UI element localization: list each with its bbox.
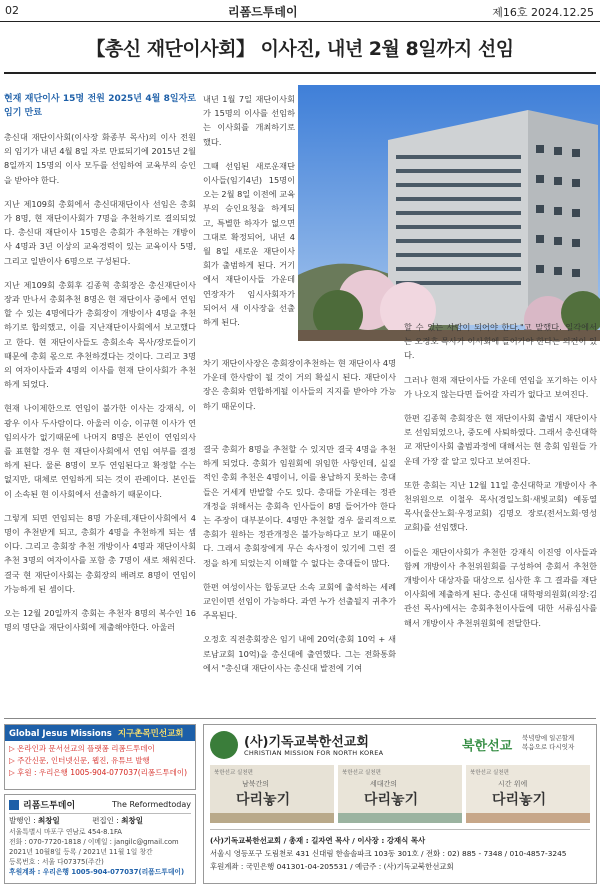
issue-info: 제16호 2024.12.25 [492, 6, 594, 19]
book-pre: 세대간의 [370, 780, 398, 788]
cmnk-footer [210, 834, 594, 873]
paragraph: 한편 김종혁 총회장은 현 재단이사회 출범시 재단이사로 선임되었으나, 중도에 사퇴하였다. 그래서 총신대학교 재단이사회 출범과정에 대해서는 현 총회 임원들 가운데 가장 잘 알고 있다고 보여진다. [404, 413, 597, 466]
paragraph: 내년 1월 7일 재단이사회가 15명의 이사를 선임하는 이사회를 개최하기로 했다. [203, 94, 295, 147]
paragraph: 결국 총회가 8명을 추천할 수 있지만 결국 4명을 추천하게 되었다. 총회가 임원회에 위임한 사항인데, 실질적인 총회 추천은 4명이니, 이를 용납하지 못하는 총대들은 거세게 반발할 수도 있다. 총대들 가운데는 정관개정을 위해서는 총회측 인사들이 8명 들어가야 한다는 주장이 대부분이다. 4명만 추천할 경우 물리적으로 총회가 원하는 정관개정은 불가능하다고 보기 때문이다. 그래서 총회장에게 무슨 속사정이 있기에 그런 결정을 하게 되었는지 이해할 수 없다는 총대들이 많다. [203, 444, 396, 568]
paragraph: 또한 총회는 지난 12월 11일 총신대학교 개방이사 추천위원으로 이철우 목사(경일노회·새빛교회) 예동열 목사(울산노회·우정교회) 김명오 장로(전서노회·영성교회)를 선임했다. [404, 479, 597, 533]
masthead-line: 서울특별시 마포구 연남로 454-8.1FA [9, 828, 122, 836]
book-tag: 북한선교 실천편 [470, 770, 509, 776]
paragraph: 지난 제109회 총회후 김종혁 총회장은 총신재단이사장과 만나서 총회추천 8명은 현 재단이사 중에서 연임할 수 있는 4명에다가 총회장이 개방이사 4명을 추천하기로 합의했고, 이를 지난재단이사회에서 보고했다고 한다. 현 재단이사들도 총회소속 목사/장로들이기 때문에 총회 몫으로 추천하겠다는 것이다. 그리고 3명의 여자이사들과 4명의 이사를 현재 단이사회가 추천하게 되었다. [4, 279, 196, 390]
gjm-title-ko: 지구촌목민선교회 [117, 729, 184, 739]
article-column-3 [404, 320, 597, 640]
book-covers [210, 765, 590, 823]
cmnk-brand: 북한선교 [462, 739, 513, 754]
masthead-logo-en: The Reformedtoday [112, 800, 191, 809]
masthead-top [9, 798, 191, 814]
paragraph: 그러나 현재 재단이사들 가운데 연임을 포기하는 이사가 나오지 않는다면 들어갈 자리가 없다고 보여진다. [404, 374, 597, 399]
paragraph: 그렇게 되면 연임되는 8명 가운데,재단이사회에서 4명이 추천받게 되고, 총회가 4명을 추천하게 되는 셈이다. 그리고 총회장 추천 개방이사 4명과 재단이사회 추천 3명의 여자이사를 포함 총 7명이 새로 채워진다. 결국 현 재단이사회는 총회장의 배려로 8명이 연임이 가능하게 된 셈이다. [4, 512, 196, 594]
book-decoration [466, 813, 590, 823]
book-cover[interactable] [338, 765, 462, 823]
book-pre: 남북간의 [242, 780, 270, 788]
cmnk-footer-line: 후원계좌 : 국민은행 041301-04-205531 / 예금주 : (사)기독교북한선교회 [210, 862, 454, 871]
headline: 【총신 재단이사회】 이사진, 내년 2월 8일까지 선임 [86, 38, 514, 60]
section-divider [4, 718, 596, 719]
cmnk-name: (사)기독교북한선교회 [244, 735, 369, 750]
building-illustration [298, 85, 600, 341]
book-pre: 시간 위에 [498, 780, 528, 788]
headline-rule [4, 72, 596, 74]
article-column-1 [4, 92, 196, 645]
editor-label: 편집인 : [92, 816, 119, 825]
paragraph: 한편 여성이사는 합동교단 소속 교회에 출석하는 세례교인이면 선임이 가능하다. 과연 누가 선출될지 귀추가 주목된다. [203, 581, 396, 621]
paragraph: 총신대 재단이사회(이사장 화종부 목사)의 이사 전원의 임기가 내년 4월 8일 자로 만료되기에 2015년 2월 8일까지 15명의 이사 모두를 선임하여 교육부의 승인을 받아야 한다. [4, 132, 196, 185]
cmnk-footer-rule [210, 829, 590, 830]
building-photo [298, 85, 600, 341]
book-title: 다리놓기 [364, 792, 419, 808]
gjm-items [5, 741, 195, 781]
book-title: 다리놓기 [492, 792, 547, 808]
book-cover[interactable] [210, 765, 334, 823]
paragraph: 오정호 직전총회장은 임기 내에 20억(총회 10억 + 새로남교회 10억)을 총신대에 출연했다. 그는 전화통화에서 "총신대 재단이사는 총신대 발전에 기여 [203, 634, 396, 673]
masthead-info [9, 827, 191, 877]
cmnk-ad [203, 724, 597, 884]
book-decoration [338, 813, 462, 823]
paragraph: 현재 나이제한으로 연임이 불가한 이사는 강재식, 이광우 이사 두사람이다. 아울러 이승, 이규현 이사가 연임의사가 없기때문에 나머지 8명은 본인이 연임의사를 표현할 경우 현 재단이사회에서 연임 여부를 결정하게 된다. 물론 8명이 모두 연임된다고 확정할 수는 없지만, 대체로 연임하게 되는 것이 관례이다. 본인들이 소속된 현 이사회에서 선출하기 때문이다. [4, 403, 196, 499]
paragraph: 그때 선임된 새로운재단이사들(임기4년) 15명이 오는 2월 8일 이전에 교육부의 승인요청을 하게되고, 특별한 하자가 없으면 그대로 확정되어, 내년 4월 8일 새로운 재단이사회가 출범하게 된다. 거기에서 재단이사들 가운데 연장자가 임시사회자가 되어서 새 이사장을 선출하게 된다. [203, 160, 296, 328]
gjm-ad [4, 724, 196, 790]
cmnk-emblem-icon [210, 731, 238, 759]
article-column-2-bottom [203, 442, 396, 685]
publisher: 최창일 [38, 816, 60, 825]
masthead-staff [9, 815, 191, 827]
cmnk-slogan [522, 734, 574, 752]
gjm-item: ▷ 온라인과 문서선교의 플랫폼 리폼드투데이 [9, 744, 155, 753]
article-lead: 현재 재단이사 15명 전원 2025년 4월 8일자로 임기 만료 [4, 94, 196, 118]
book-decoration [210, 813, 334, 823]
masthead-logo: 리폼드투데이 [23, 801, 76, 811]
cmnk-footer-line: 서울시 영등포구 도림천로 431 신대림 한솔솔파크 103동 301호 / 전화 : 02) 885 - 7348 / 010-4857-3245 [210, 849, 567, 858]
article-column-2-lower [203, 356, 396, 423]
masthead-line: 등록번호 : 서울 다07375(주간) [9, 858, 104, 866]
book-tag: 북한선교 실천편 [214, 770, 253, 776]
masthead-bank: 후원계좌 : 우리은행 1005-904-077037(리폼드투데이) [9, 868, 185, 876]
cmnk-name-en: CHRISTIAN MISSION FOR NORTH KOREA [244, 749, 384, 757]
slogan-line: 북녘땅에 일곤할게 [522, 734, 575, 742]
gjm-title-en: Global Jesus Missions [9, 729, 112, 739]
logo-mark-icon [9, 800, 19, 810]
page-number: 02 [5, 4, 19, 17]
paragraph: 차기 재단이사장은 총회장이추천하는 현 재단이사 4명 가운데 한사람이 될 것이 거의 확실시 된다. 재단이사장은 총회와 연합하게될 이사들의 지지를 받아야 가능하기 때문이다. [203, 358, 396, 411]
paragraph: 지난 제109회 총회에서 총신대재단이사 선임은 총회가 8명, 현 재단이사회가 7명을 추천하기로 결의되었다. 총신대 재단이사 15명은 총회가 추천하는 개방이사 4명과 3년 이상의 교육경력이 있는 교육이사 5명, 그리고 일반이사 6명으로 구성된다. [4, 198, 196, 266]
paragraph: 할 수 있는 사람이 되어야 한다."고 말했다. 일각에서는 오정호 목사가 이사회에 들어가야 한다는 의견이 있다. [404, 322, 597, 361]
book-cover[interactable] [466, 765, 590, 823]
slogan-line: 복음으로 다시잇자 [522, 743, 575, 751]
gjm-title-bar [5, 725, 195, 741]
masthead [4, 794, 196, 884]
header-logo[interactable]: 리폼드투데이 [228, 5, 298, 19]
masthead-line: 전화 : 070-7720-1818 / 이메일 : jangilc@gmail.com [9, 838, 179, 846]
gjm-item: ▷ 후원 : 우리은행 1005-904-077037(리폼드투데이) [9, 768, 188, 777]
cmnk-footer-line: (사)기독교북한선교회 / 총재 : 길자연 목사 / 이사장 : 강재식 목사 [210, 836, 426, 845]
publisher-label: 발행인 : [9, 816, 36, 825]
gjm-item: ▷ 주간신문, 인터넷신문, 웹진, 유튜브 발행 [9, 756, 150, 765]
masthead-line: 2021년 10월8일 등록 / 2021년 11월 1일 창간 [9, 848, 153, 856]
paragraph: 오는 12월 20일까지 총회는 추천자 8명의 복수인 16명의 명단을 재단이사회에 제출해야한다. 아울러 [4, 608, 196, 633]
page-header [0, 0, 600, 22]
article-column-2-top [203, 92, 295, 339]
book-tag: 북한선교 실천편 [342, 770, 381, 776]
editor: 최창일 [121, 816, 143, 825]
paragraph: 이들은 재단이사회가 추천한 강재식 이진영 이사들과 함께 개방이사 추천위원회를 구성하여 총회서 추천한 개방이사 대상자를 대상으로 심사한 후 그 결과를 재단이사회에 제출하게 된다. 총신대 대학평의원회(의장:김관선 목사)에서는 총회추천이사들에 대한 서류심사를 해서 개방이사 추천위원회에 전달한다. [404, 546, 597, 628]
book-title: 다리놓기 [236, 792, 291, 808]
